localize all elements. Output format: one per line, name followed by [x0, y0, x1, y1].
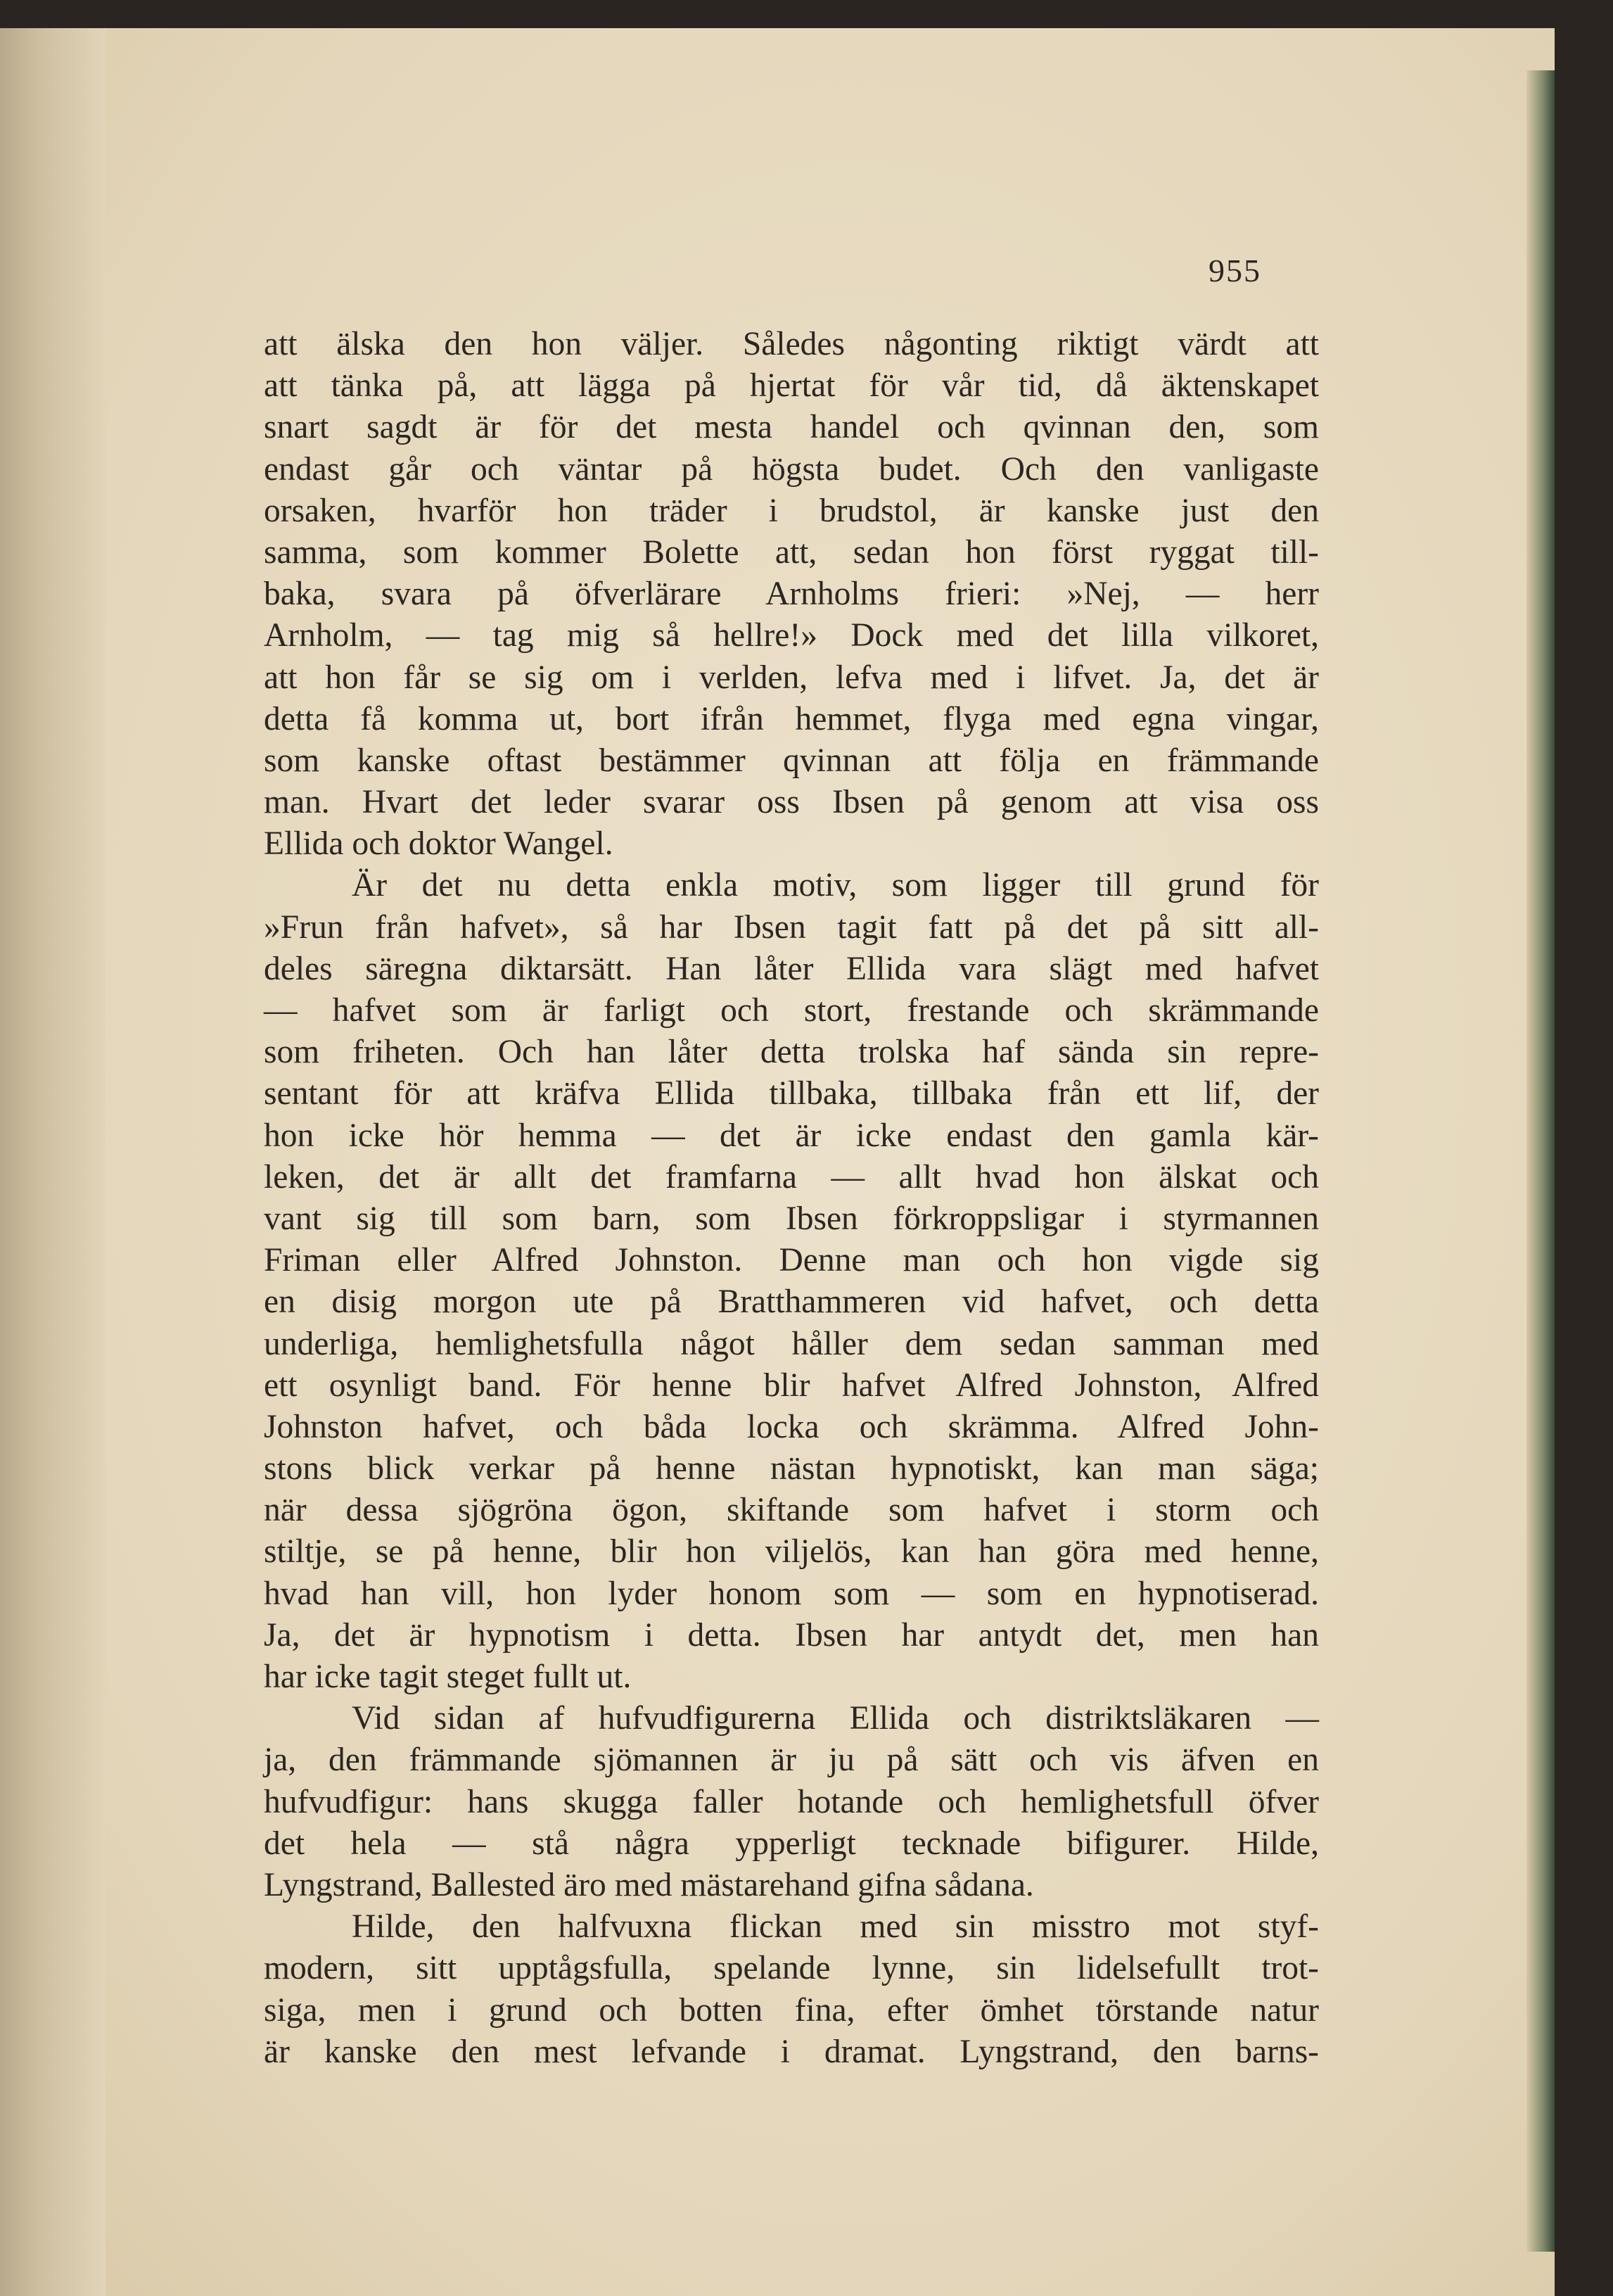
text-line: underliga, hemlighetsfulla något håller dem sedan samman med [264, 1325, 1319, 1362]
book-page [0, 28, 1555, 2296]
text-line: baka, svara på öfverlärare Arnholms frieri: »Nej, — herr [264, 576, 1319, 613]
text-line: Är det nu detta enkla motiv, som ligger till grund för [352, 867, 1319, 904]
text-line: att älska den hon väljer. Således någonting riktigt värdt att [264, 326, 1319, 362]
body-text [264, 324, 1319, 2073]
text-line: en disig morgon ute på Bratthammeren vid hafvet, och detta [264, 1283, 1319, 1321]
text-line: Friman eller Alfred Johnston. Denne man och hon vigde sig [264, 1242, 1319, 1279]
text-line: som friheten. Och han låter detta trolska haf sända sin repre- [264, 1034, 1319, 1071]
text-line: Ellida och doktor Wangel. [264, 825, 613, 863]
text-line: detta få komma ut, bort ifrån hemmet, flyga med egna vingar, [264, 700, 1319, 737]
text-line: ett osynligt band. För henne blir hafvet Alfred Johnston, Alfred [264, 1366, 1319, 1404]
text-line: att hon får se sig om i verlden, lefva med i lifvet. Ja, det är [264, 659, 1319, 696]
text-line: Vid sidan af hufvudfigurerna Ellida och distriktsläkaren — [352, 1700, 1319, 1737]
text-line: Johnston hafvet, och båda locka och skrämma. Alfred John- [264, 1408, 1319, 1445]
text-line: Ja, det är hypnotism i detta. Ibsen har antydt det, men han [264, 1616, 1319, 1654]
text-line: vant sig till som barn, som Ibsen förkroppsligar i styrmannen [264, 1200, 1319, 1237]
page-edge [1526, 70, 1555, 2252]
text-line: har icke tagit steget fullt ut. [264, 1658, 632, 1695]
text-line: Hilde, den halfvuxna flickan med sin misstro mot styf- [352, 1908, 1319, 1946]
text-line: sentant för att kräfva Ellida tillbaka, tillbaka från ett lif, der [264, 1075, 1319, 1112]
text-line: när dessa sjögröna ögon, skiftande som hafvet i storm och [264, 1492, 1319, 1529]
text-line: Arnholm, — tag mig så hellre!» Dock med det lilla vilkoret, [264, 617, 1319, 654]
text-line: orsaken, hvarför hon träder i brudstol, är kanske just den [264, 492, 1319, 529]
text-line: leken, det är allt det framfarna — allt hvad hon älskat och [264, 1158, 1319, 1195]
text-line: det hela — stå några ypperligt tecknade bifigurer. Hilde, [264, 1825, 1319, 1862]
page-number: 955 [1209, 253, 1261, 288]
text-line: är kanske den mest lefvande i dramat. Lyngstrand, den barns- [264, 2033, 1319, 2070]
text-line: hvad han vill, hon lyder honom som — som en hypnotiserad. [264, 1575, 1319, 1612]
text-line: att tänka på, att lägga på hjertat för vår tid, då äktenskapet [264, 367, 1319, 405]
text-line: snart sagdt är för det mesta handel och qvinnan den, som [264, 409, 1319, 446]
text-line: hon icke hör hemma — det är icke endast den gamla kär- [264, 1117, 1319, 1154]
text-line: siga, men i grund och botten fina, efter ömhet törstande natur [264, 1991, 1319, 2029]
text-line: som kanske oftast bestämmer qvinnan att följa en främmande [264, 742, 1319, 779]
text-line: samma, som kommer Bolette att, sedan hon först ryggat till- [264, 533, 1319, 571]
text-line: — hafvet som är farligt och stort, frestande och skrämmande [264, 992, 1319, 1029]
text-line: hufvudfigur: hans skugga faller hotande och hemlighetsfull öfver [264, 1783, 1319, 1820]
text-line: stons blick verkar på henne nästan hypnotiskt, kan man säga; [264, 1450, 1319, 1488]
text-line: modern, sitt upptågsfulla, spelande lynne, sin lidelsefullt trot- [264, 1950, 1319, 1987]
page-gutter [0, 28, 106, 2296]
text-line: endast går och väntar på högsta budet. Och den vanligaste [264, 450, 1319, 488]
text-line: stiltje, se på henne, blir hon viljelös, kan han göra med henne, [264, 1533, 1319, 1571]
text-line: ja, den främmande sjömannen är ju på sätt och vis äfven en [264, 1742, 1319, 1779]
text-line: deles säregna diktarsätt. Han låter Ellida vara slägt med hafvet [264, 950, 1319, 987]
text-line: man. Hvart det leder svarar oss Ibsen på genom att visa oss [264, 784, 1319, 821]
text-line: Lyngstrand, Ballested äro med mästarehand gifna sådana. [264, 1866, 1034, 1903]
text-line: »Frun från hafvet», så har Ibsen tagit fatt på det på sitt all- [264, 908, 1319, 946]
